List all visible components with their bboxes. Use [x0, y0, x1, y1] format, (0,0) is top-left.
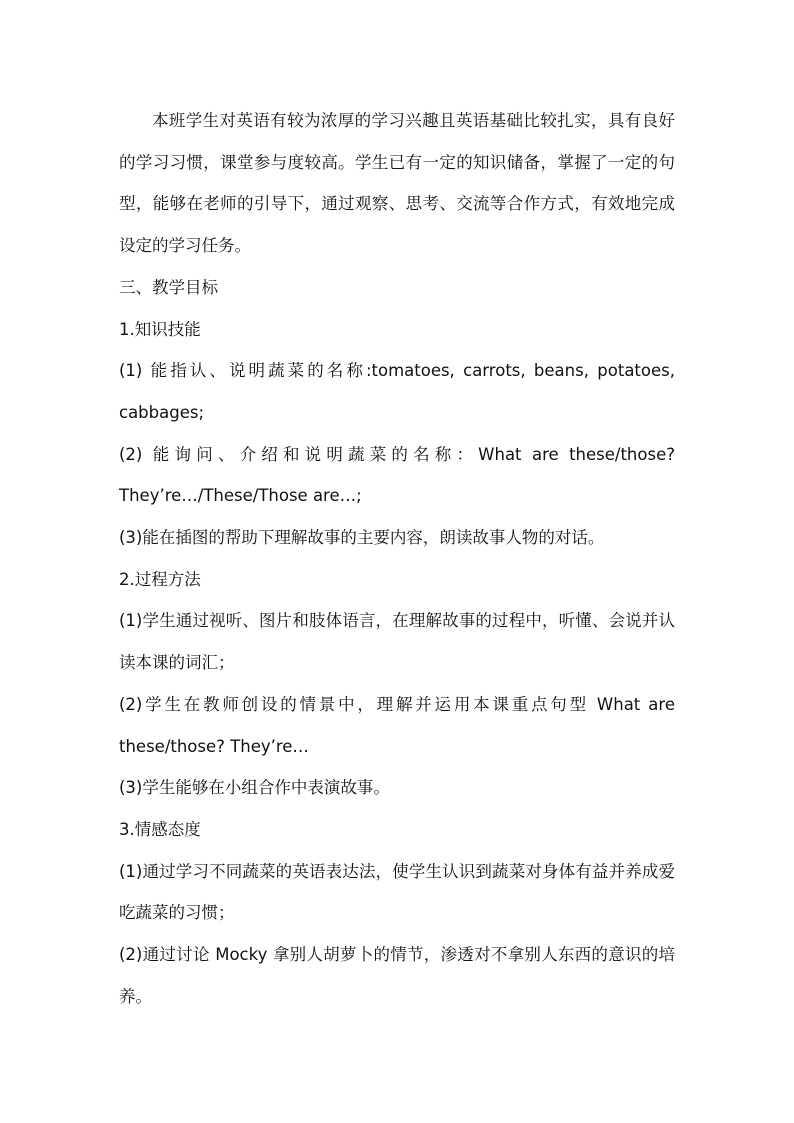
subheading-knowledge-skills: 1.知识技能 — [119, 319, 201, 339]
section-heading-teaching-goals: 三、教学目标 — [119, 277, 218, 297]
subheading-process-methods: 2.过程方法 — [119, 569, 201, 589]
subheading-emotional-attitude: 3.情感态度 — [119, 819, 201, 839]
goal-item: (1) 能指认、说明蔬菜的名称:tomatoes, carrots, beans, potatoes, cabbages; — [119, 361, 675, 422]
goal-item: (2)通过讨论 Mocky 拿别人胡萝卜的情节，渗透对不拿别人东西的意识的培养。 — [119, 945, 675, 1006]
goal-item: (3)能在插图的帮助下理解故事的主要内容，朗读故事人物的对话。 — [119, 528, 605, 548]
goal-item: (1)学生通过视听、图片和肢体语言，在理解故事的过程中，听懂、会说并认读本课的词汇； — [119, 611, 675, 673]
document-body — [119, 100, 675, 1017]
learner-analysis-paragraph: 本班学生对英语有较为浓厚的学习兴趣且英语基础比较扎实，具有良好的学习习惯，课堂参与度较高。学生已有一定的知识储备，掌握了一定的句型，能够在老师的引导下，通过观察、思考、交流等合作方式，有效地完成设定的学习任务。 — [119, 111, 675, 256]
goal-item: (1)通过学习不同蔬菜的英语表达法，使学生认识到蔬菜对身体有益并养成爱吃蔬菜的习惯； — [119, 861, 675, 923]
goal-item: (2) 能询问、介绍和说明蔬菜的名称：What are these/those? They’re…/These/Those are…; — [119, 444, 675, 506]
goal-item: (3)学生能够在小组合作中表演故事。 — [119, 778, 390, 798]
goal-item: (2)学生在教师创设的情景中，理解并运用本课重点句型 What are these/those? They’re… — [119, 694, 675, 756]
